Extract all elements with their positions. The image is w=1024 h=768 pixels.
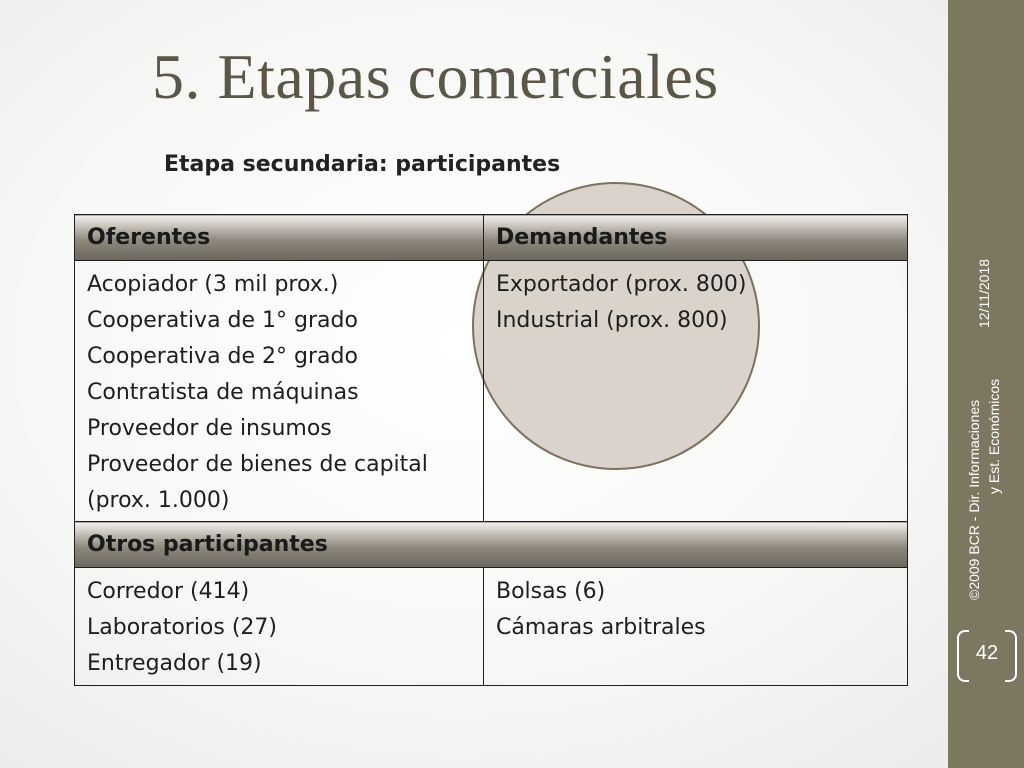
list-item: Cámaras arbitrales (496, 615, 706, 640)
copyright-line-1: ©2009 BCR - Dir. Informaciones (966, 399, 982, 600)
page-number: 42 (975, 642, 999, 664)
copyright-line-2: y Est. Económicos (986, 378, 1002, 494)
list-item: Cooperativa de 1° grado (87, 308, 358, 333)
header-demandantes: Demandantes (484, 215, 908, 261)
table-row (75, 568, 908, 686)
list-item: Corredor (414) (87, 579, 250, 604)
list-item: (prox. 1.000) (87, 488, 230, 513)
list-item: Proveedor de bienes de capital (87, 452, 428, 477)
otros-right-cell (484, 568, 908, 686)
slide-date: 12/11/2018 (976, 258, 992, 328)
list-item: Industrial (prox. 800) (496, 308, 728, 333)
list-item: Laboratorios (27) (87, 615, 278, 640)
demandantes-cell (484, 261, 908, 522)
list-item: Entregador (19) (87, 651, 262, 676)
header-row (75, 215, 908, 261)
list-item: Cooperativa de 2° grado (87, 344, 358, 369)
slide-title: 5. Etapas comerciales (152, 41, 719, 112)
list-item: Exportador (prox. 800) (496, 272, 747, 297)
list-item: Proveedor de insumos (87, 416, 332, 441)
table-row (75, 261, 908, 522)
slide-subtitle: Etapa secundaria: participantes (164, 152, 561, 177)
otros-header-row (75, 522, 908, 568)
list-item: Contratista de máquinas (87, 380, 359, 405)
list-item: Acopiador (3 mil prox.) (87, 272, 339, 297)
header-oferentes: Oferentes (75, 215, 484, 261)
participants-table (74, 214, 908, 686)
page-number-badge (955, 630, 1019, 682)
list-item: Bolsas (6) (496, 579, 606, 604)
otros-left-cell (75, 568, 484, 686)
oferentes-cell (75, 261, 484, 522)
header-otros-participantes: Otros participantes (75, 522, 908, 568)
